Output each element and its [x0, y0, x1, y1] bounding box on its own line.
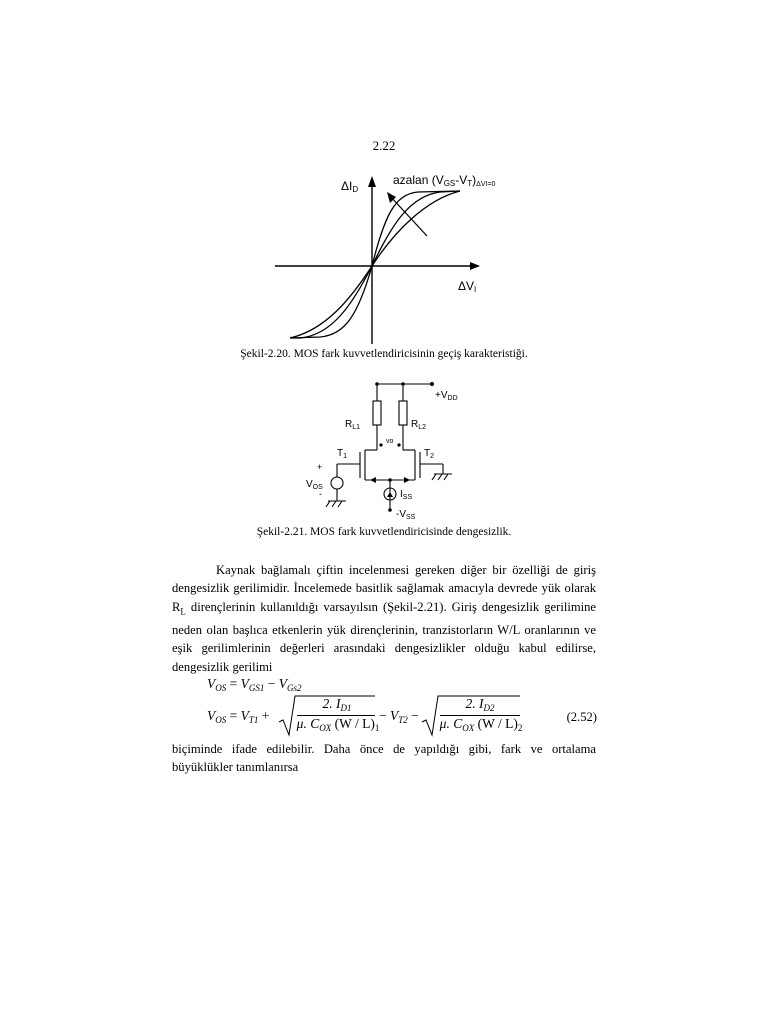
rl2-resistor	[399, 401, 407, 425]
circuit-figure	[0, 370, 768, 520]
equation-vos-definition: $V_{OS} = V_{GS1} - V_{Gs2}$	[207, 676, 302, 693]
vss-terminal	[388, 508, 392, 512]
fraction-2-denominator: μ. $C_{OX}$ $(W / L)_2$	[439, 716, 523, 733]
body-paragraph-2: biçiminde ifade edilebilir. Daha önce de yapıldığı gibi, fark ve ortalama büyüklükler tanımlanırsa	[172, 742, 596, 775]
transfer-characteristic-figure	[0, 0, 768, 350]
vdd-terminal	[430, 382, 434, 386]
figure-caption-2-20: Şekil-2.20. MOS fark kuvvetlendiricisinin geçiş karakteristiği.	[240, 348, 528, 360]
t1-label: $T_1$	[337, 448, 348, 460]
fraction-1-denominator: μ. $C_{OX}$ $(W / L)_1$	[296, 716, 380, 733]
rl2-label: $R_{L2}$	[411, 419, 427, 431]
vss-label: $-V_{SS}$	[396, 509, 416, 520]
vo-node-left	[379, 443, 382, 446]
iss-label: $I_{SS}$	[400, 489, 413, 501]
iss-arrow	[387, 492, 393, 497]
equation-2-52: $V_{OS} = V_{T1}$ + 2. $I_{D1}$ μ. $C_{OX}$ $(W / L)_1$ − $V_{T2}$ − 2. $I_{D2}$ μ. $C_{OX}$ $(W / L)_2$ (2.52)	[207, 694, 597, 738]
x-axis-arrow	[470, 262, 480, 270]
equation-number: (2.52)	[566, 710, 597, 724]
figure-caption-2-21: Şekil-2.21. MOS fark kuvvetlendiricisinde dengesizlik.	[256, 526, 512, 538]
rl1-resistor	[373, 401, 381, 425]
vdd-label: $+V_{DD}$	[435, 390, 458, 402]
vos-source	[331, 477, 343, 489]
page-number: 2.22	[372, 138, 396, 153]
vos-plus: +	[317, 462, 323, 472]
body-paragraph-1: Kaynak bağlamalı çiftin incelenmesi gereken diğer bir özelliği de giriş dengesizlik gerilimidir. İncelemede basitlik sağlamak amacıyla devrede yük olarak $R_L$ dirençlerinin kullanıldığı varsayılsın (Şekil-2.21). Giriş dengesizlik gerilimine neden olan başlıca etkenlerin yük dirençlerinin, tranzistorların W/L oranlarının ve eşik gerilimlerinin değerleri arasındaki dengesizlikler olduğu kabul edilirse, dengesizlik gerilimi	[172, 563, 596, 674]
curve-2	[290, 191, 460, 338]
vos-minus: -	[319, 489, 322, 499]
x-axis-label: ΔVI	[458, 279, 477, 294]
y-axis-arrow	[368, 176, 376, 187]
t2-label: $T_2$	[424, 448, 435, 460]
t1-source-arrow	[370, 477, 376, 483]
t2-source-arrow	[404, 477, 410, 483]
decrease-arrow-line	[390, 196, 427, 236]
fraction-1-numerator: 2. $I_{D1}$	[322, 696, 352, 713]
annotation-label: azalan (VGS-VT)ΔVI=0	[393, 173, 496, 188]
rl1-label: $R_{L1}$	[345, 419, 361, 431]
fraction-2-numerator: 2. $I_{D2}$	[465, 696, 495, 713]
curve-1	[290, 191, 460, 338]
vo-label: vo	[386, 438, 394, 445]
y-axis-label: ΔID	[341, 179, 359, 194]
vo-node-right	[397, 443, 400, 446]
curve-3	[290, 191, 460, 338]
vos-label: $V_{OS}$	[306, 479, 323, 491]
